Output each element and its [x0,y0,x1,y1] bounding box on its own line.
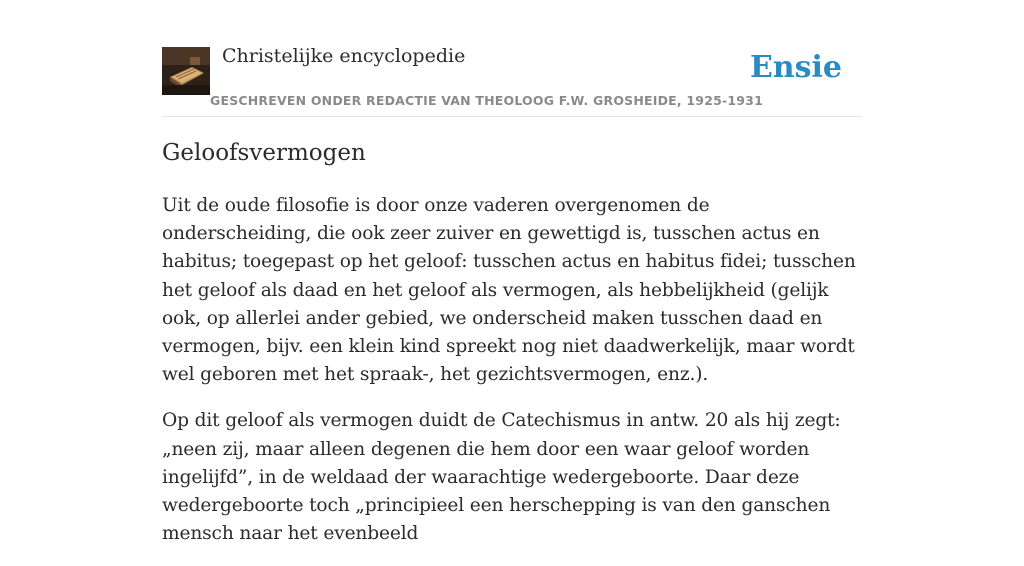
article-paragraph: Uit de oude filosofie is door onze vaderen overgenomen de onderscheiding, die ook zeer zuiver en gewettigd is, tusschen actus en habitus; toegepast op het geloof: tusschen actus en habitus fidei; tusschen het geloof als daad en het geloof als vermogen, als hebbelijkheid (gelijk ook, op allerlei ander gebied, we onderscheid maken tusschen daad en vermogen, bijv. een klein kind spreekt nog niet daadwerkelijk, maar wordt wel geboren met het spraak-, het gezichtsvermogen, enz.). [162,195,856,386]
article-body [162,192,862,566]
article-paragraph: Op dit geloof als vermogen duidt de Catechismus in antw. 20 als hij zegt: „neen zij, maar alleen degenen die hem door een waar geloof worden ingelijfd”, in de weldaad der waarachtige wedergeboorte. Daar deze wedergeboorte toch „principieel een herschepping is van den ganschen mensch naar het evenbeeld [162,410,841,545]
page [162,0,862,545]
site-title[interactable]: Christelijke encyclopedie [222,45,466,67]
article-title: Geloofsvermogen [162,140,366,166]
avatar[interactable] [162,47,210,95]
brand-logo-link[interactable]: Ensie [749,50,842,85]
site-subtitle: GESCHREVEN ONDER REDACTIE VAN THEOLOOG F.W. GROSHEIDE, 1925-1931 [210,93,763,108]
site-header [162,0,862,117]
book-photo-icon [162,47,210,95]
